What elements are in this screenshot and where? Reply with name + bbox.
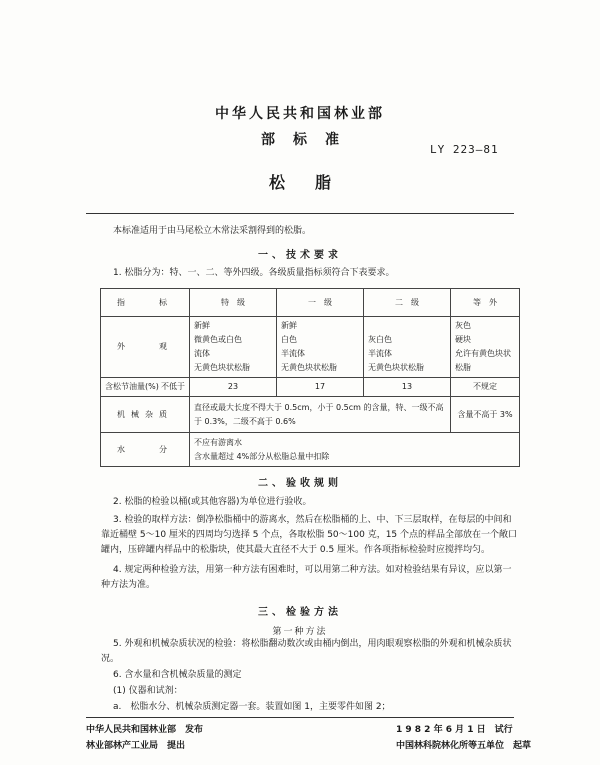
cell-line: 硬块 [455, 335, 471, 344]
standard-code: LY 223—81 [430, 143, 499, 156]
water-row [101, 433, 520, 467]
section2-heading: 二、验收规则 [258, 478, 342, 489]
cell-line: 灰白色 [368, 335, 392, 344]
cell-line: 半流体 [368, 349, 392, 358]
appearance-special [190, 317, 277, 378]
cell-line: 流体 [194, 349, 210, 358]
footer-rule [86, 717, 514, 718]
cell-line: 微黄色或白色 [194, 335, 242, 344]
header-second: 二 级 [364, 289, 451, 317]
header-off: 等 外 [451, 289, 520, 317]
turpentine-first: 17 [277, 378, 364, 397]
impurities-off: 含量不高于 3% [451, 397, 520, 433]
document-title: 松脂 [268, 173, 361, 192]
cell-line: 无黄色块状松脂 [368, 363, 424, 372]
cell-line: 含水量超过 4%部分从松脂总量中扣除 [194, 451, 330, 461]
intro-paragraph: 本标准适用于由马尾松立木常法采割得到的松脂。 [113, 226, 312, 236]
header-first: 一 级 [277, 289, 364, 317]
section1-heading: 一、技术要求 [258, 250, 342, 261]
footer-issuer: 中华人民共和国林业部 发布 [86, 725, 204, 735]
footer-date: 1 9 8 2 年 6 月 1 日 试行 [396, 725, 513, 735]
section3-heading: 三、检验方法 [258, 607, 342, 618]
header-rule [86, 213, 514, 214]
water-label: 水 分 [101, 433, 190, 467]
ministry-name: 中华人民共和国林业部 [215, 106, 385, 122]
cell-line: 白色 [281, 335, 297, 344]
impurities-label: 机械杂质 [101, 397, 190, 433]
turpentine-off: 不规定 [451, 378, 520, 397]
item5-paragraph: 5. 外观和机械杂质状况的检验：将松脂翻动数次或由桶内倒出，用肉眼观察松脂的外观和机械杂质状况。 [101, 639, 512, 664]
header-special: 特 级 [190, 289, 277, 317]
cell-line: 允许有黄色块状松脂 [455, 349, 511, 372]
turpentine-special: 23 [190, 378, 277, 397]
footer-proposer: 林业部林产工业局 提出 [86, 741, 186, 751]
appearance-row [101, 317, 520, 378]
item4-paragraph: 4. 规定两种检验方法，用第一种方法有困难时，可以用第二种方法。如对检验结果有异议，应以第一种方法为准。 [101, 565, 512, 590]
impurities-desc: 直径或最大长度不得大于 0.5cm，小于 0.5cm 的含量，特、一级不高于 0.3%，二级不高于 0.6% [190, 397, 451, 433]
item1-paragraph: 1. 松脂分为：特、一、二、等外四级。各级质量指标须符合下表要求。 [113, 268, 395, 278]
standard-type: 部标准 [261, 132, 357, 148]
cell-line: 不应有游离水 [194, 437, 242, 447]
cell-line: 无黄色块状松脂 [281, 363, 337, 372]
method1-heading: 第一种方法 [272, 627, 328, 637]
cell-line: 新鲜 [281, 321, 297, 330]
item6-paragraph: 6. 含水量和含机械杂质量的测定 [113, 670, 242, 680]
footer-drafter: 中国林科院林化所等五单位 起草 [396, 741, 532, 751]
grade-table [100, 288, 520, 467]
turpentine-row [101, 378, 520, 397]
appearance-off [451, 317, 520, 378]
turpentine-label: 含松节油量(%) [105, 382, 159, 391]
appearance-second [364, 317, 451, 378]
water-desc [190, 433, 520, 467]
turpentine-second: 13 [364, 378, 451, 397]
appearance-first [277, 317, 364, 378]
turpentine-label-cell [101, 378, 190, 397]
turpentine-qualifier: 不低于 [161, 382, 185, 391]
turpentine-label-pair [105, 380, 185, 394]
cell-line: 灰色 [455, 321, 471, 330]
item3-paragraph: 3. 检验的取样方法：倒净松脂桶中的游离水，然后在松脂桶的上、中、下三层取样，在每层的中间和靠近桶壁 5～10 厘米的四周均匀选择 5 个点，各取松脂 50～100 克，15 个点的样品全部放在一个敞口罐内，压碎罐内样品中的松脂块，使其最大直径不大于 0.5 厘米。作各项指标检验时应搅拌均匀。 [101, 515, 518, 555]
table-header-row [101, 289, 520, 317]
cell-line: 半流体 [281, 349, 305, 358]
cell-line: 无黄色块状松脂 [194, 363, 250, 372]
appearance-label: 外 观 [101, 317, 190, 378]
item2-paragraph: 2. 松脂的检验以桶(或其他容器)为单位进行验收。 [113, 497, 312, 507]
item6-1-paragraph: (1) 仪器和试剂： [113, 686, 183, 696]
impurities-row [101, 397, 520, 433]
item6-a-paragraph: a. 松脂水分、机械杂质测定器一套。装置如图 1，主要零件如图 2； [113, 702, 391, 712]
cell-line: 新鲜 [194, 321, 210, 330]
header-indicator: 指 标 [101, 289, 190, 317]
